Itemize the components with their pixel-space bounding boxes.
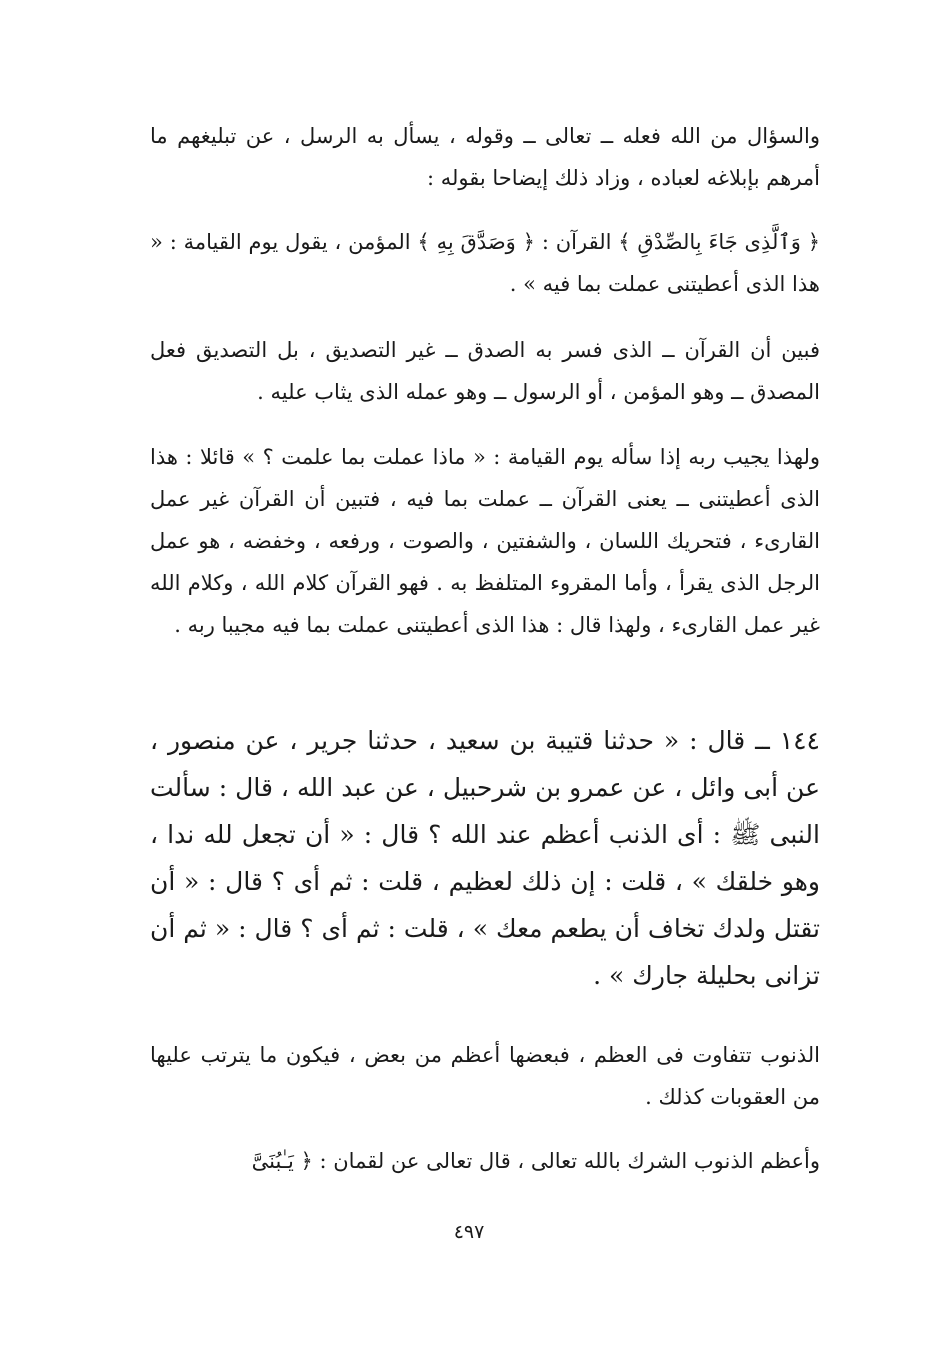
paragraph-quran-verse-truth: ﴿ وَٱلَّذِى جَاءَ بِالصِّدْقِ ﴾ القرآن : ﴿ وَصَدَّقَ بِهِ ﴾ المؤمن ، يقول يوم القيامة : « هذا الذى أعطيتنى عملت بما فيه » . xyxy=(150,230,820,296)
page-number: ٤٩٧ xyxy=(453,1221,485,1243)
paragraph-quran-vs-tasdiq: فبين أن القرآن ــ الذى فسر به الصدق ــ غير التصديق ، بل التصديق فعل المصدق ــ وهو المؤمن ، أو الرسول ــ وهو عمله الذى يثاب عليه . xyxy=(150,338,820,404)
paragraph-sins-vary: الذنوب تتفاوت فى العظم ، فبعضها أعظم من بعض ، فيكون ما يترتب عليها من العقوبات كذلك . xyxy=(150,1043,820,1109)
paragraph-question-from-god: والسؤال من الله فعله ــ تعالى ــ وقوله ، يسأل به الرسل ، عن تبليغهم ما أمرهم بإبلاغه لعباده ، وزاد ذلك إيضاحا بقوله : xyxy=(150,124,820,190)
paragraph-greatest-sin-shirk: وأعظم الذنوب الشرك بالله تعالى ، قال تعالى عن لقمان : ﴿ يَـٰبُنَىَّ xyxy=(251,1149,820,1173)
paragraph-answer-on-judgment-day: ولهذا يجيب ربه إذا سأله يوم القيامة : « ماذا عملت بما علمت ؟ » قائلا : هذا الذى أعطيتنى ــ يعنى القرآن ــ عملت بما فيه ، فتبين أن القرآن غير عمل القارىء ، فتحريك اللسان ، والشفتين ، والصوت ، ورفعه ، وخفضه ، هو عمل الرجل الذى يقرأ ، وأما المقروء المتلفظ به . فهو القرآن كلام الله ، وكلام الله غير عمل القارىء ، ولهذا قال : هذا الذى أعطيتنى عملت بما فيه مجيبا ربه . xyxy=(150,445,820,637)
hadith-144: ١٤٤ ــ قال : « حدثنا قتيبة بن سعيد ، حدثنا جرير ، عن منصور ، عن أبى وائل ، عن عمرو بن شرحبيل ، عن عبد الله ، قال : سألت النبى ﷺ : أى الذنب أعظم عند الله ؟ قال : « أن تجعل لله ندا ، وهو خلقك » ، قلت : إن ذلك لعظيم ، قلت : ثم أى ؟ قال : « أن تقتل ولدك تخاف أن يطعم معك » ، قلت : ثم أى ؟ قال : « ثم أن تزانى بحليلة جارك » . xyxy=(150,726,820,990)
